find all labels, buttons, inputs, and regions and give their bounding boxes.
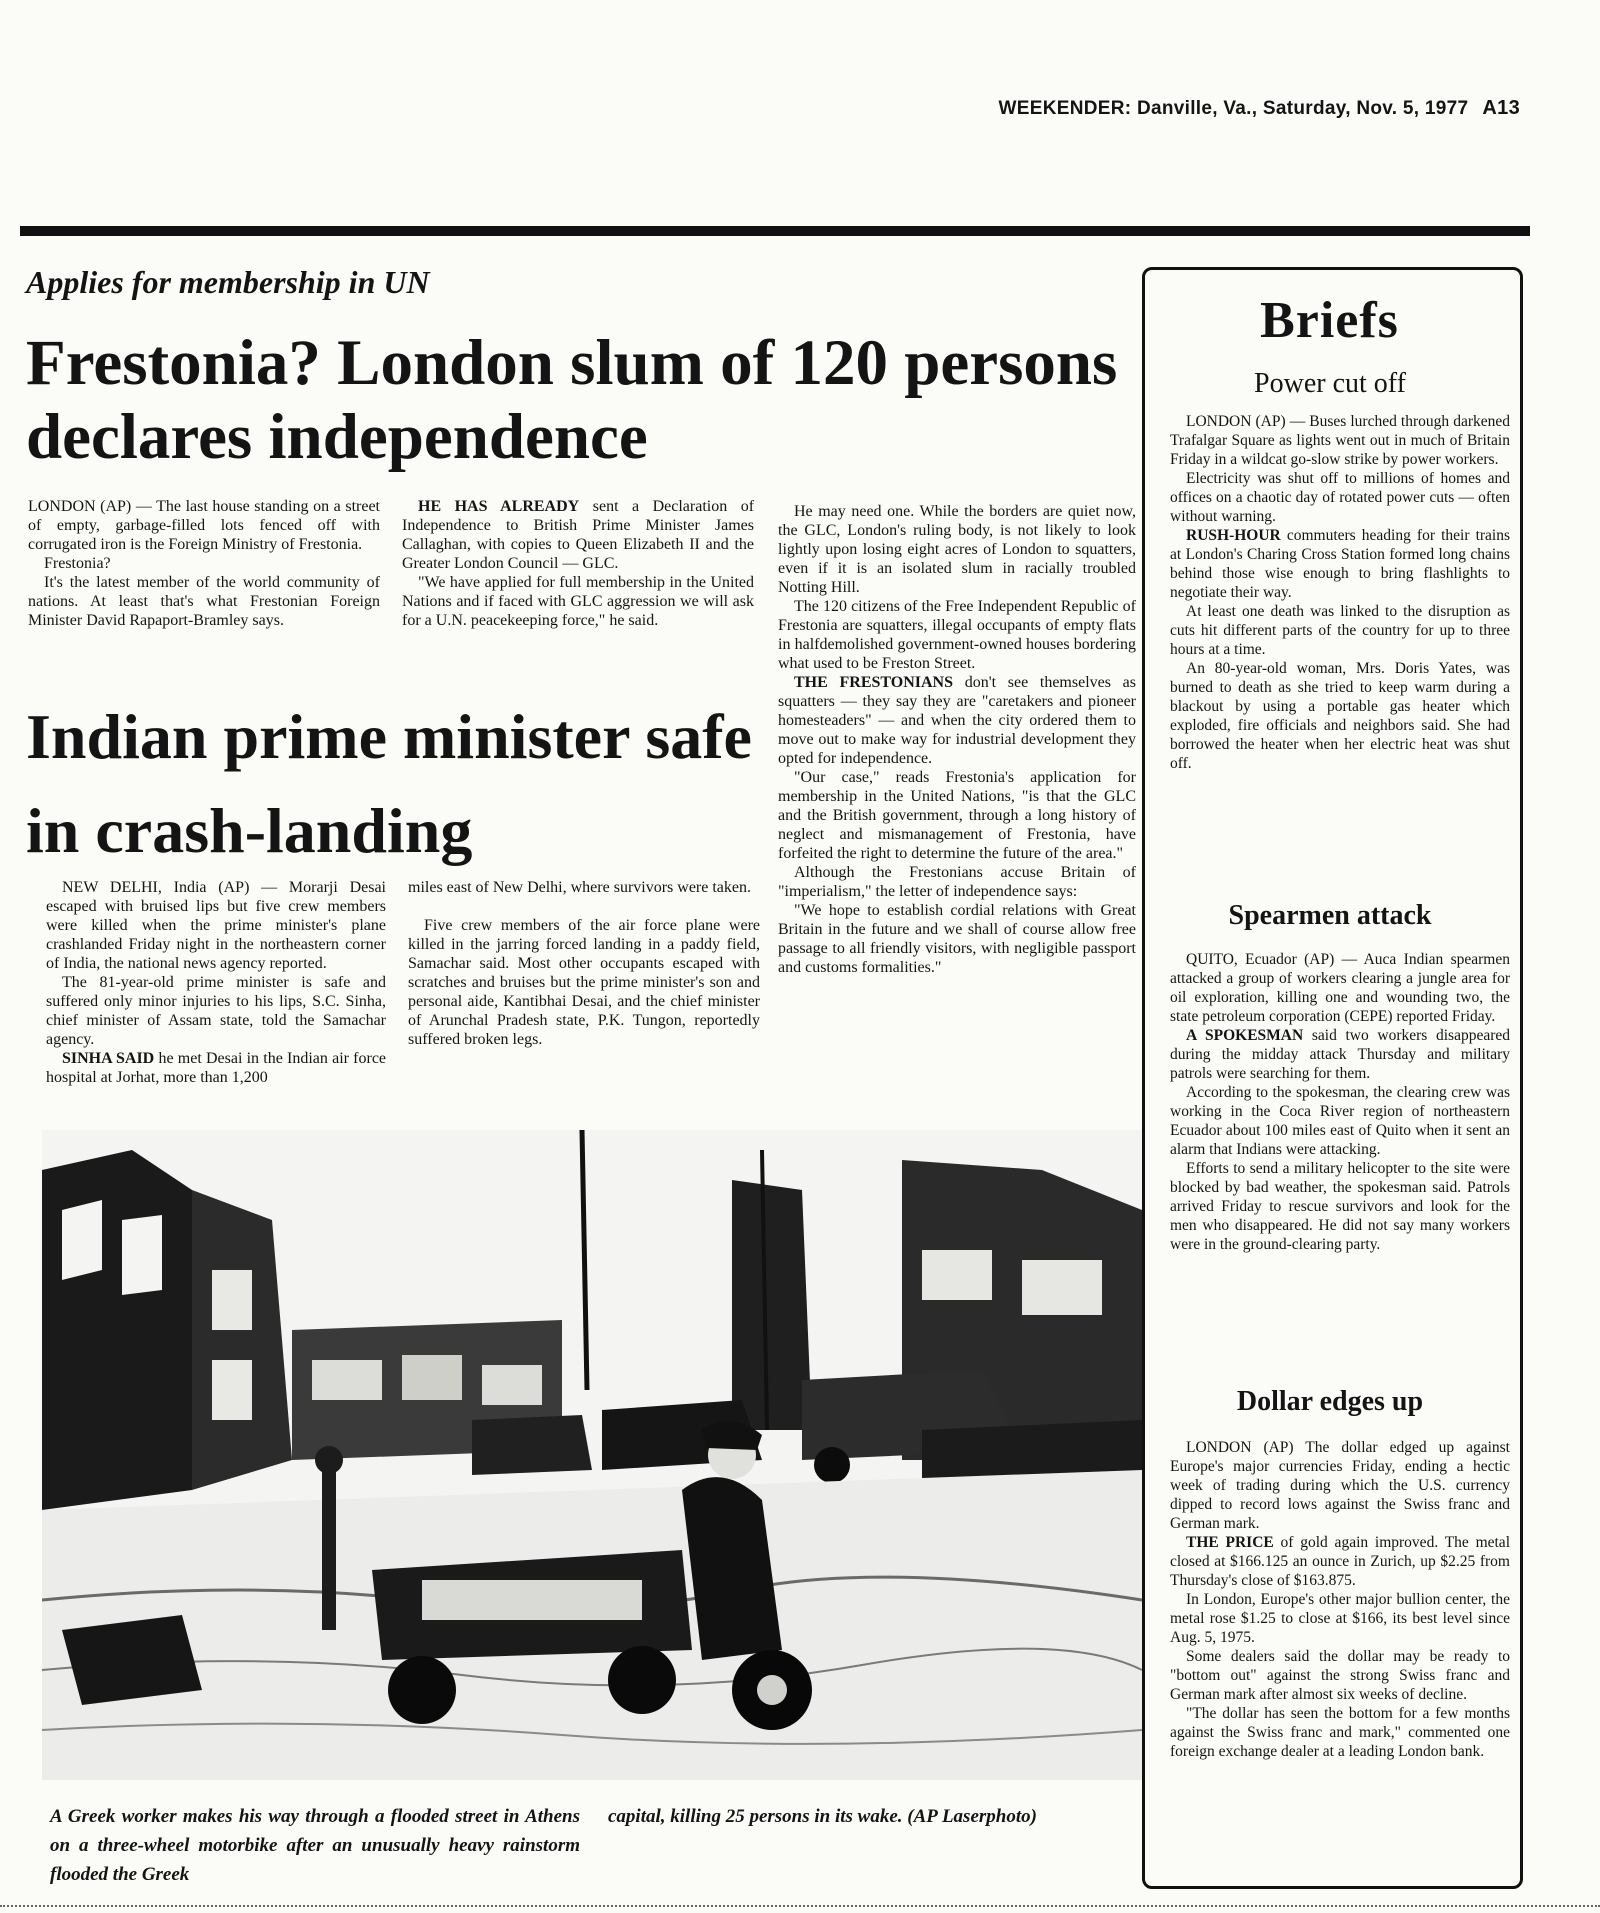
paragraph: In London, Europe's other major bullion center, the metal rose $1.25 to close at $166, its best level since Aug. 5, 1975. [1170,1591,1510,1646]
paragraph: LONDON (AP) — Buses lurched through darkened Trafalgar Square as lights went out in much of Britain Friday in a wildcat go-slow strike by power workers. [1170,413,1510,468]
masthead [940,97,1520,120]
paragraph: Five crew members of the air force plane were killed in the jarring forced landing in a paddy field, Samachar said. Most other occupants escaped with scratches and bruises but the prime minister's son and personal aide, Kantibhai Desai, and the chief minister of Arunchal Pradesh state, P.K. Tungon, reportedly suffered broken legs. [408,917,760,1048]
story2-headline: Indian prime minister safe in crash-landing [26,701,752,866]
paragraph: It's the latest member of the world community of nations. At least that's what Frestonian Foreign Minister David Rapaport-Bramley says. [28,574,380,629]
paragraph: Electricity was shut off to millions of homes and offices on a chaotic day of rotated power cuts — often without warning. [1170,470,1510,525]
paragraph: commuters heading for their trains at London's Charing Cross Station formed long chains behind those wise enough to bring flashlights to negotiate their way. [1170,527,1511,601]
paragraph: He may need one. While the borders are quiet now, the GLC, London's ruling body, is not likely to look lightly upon losing eight acres of London to squatters, even if it is an isolated slum in racially troubled Notting Hill. [778,503,1136,596]
paragraph: The 81-year-old prime minister is safe and suffered only minor injuries to his lips, S.C. Sinha, chief minister of Assam state, told the Samachar agency. [46,974,386,1048]
story1-column-3 [778,502,1136,977]
paragraph: An 80-year-old woman, Mrs. Doris Yates, was burned to death as she tried to keep warm during a blackout by using a portable gas heater which exploded, fire officials and neighbors said. She had borrowed the heater when her electric heat was shut off. [1170,660,1510,772]
brief-1-title: Power cut off [1254,368,1406,399]
paragraph: "We have applied for full membership in the United Nations and if faced with GLC aggression we will ask for a U.N. peacekeeping force," he said. [402,574,754,629]
paragraph: sent a Declaration of Independence to British Prime Minister James Callaghan, with copies to Queen Elizabeth II and the Greater London Council — GLC. [402,498,755,572]
story1-headline: Frestonia? London slum of 120 persons declares independence [26,327,1118,473]
briefs-title: Briefs [1260,292,1399,349]
lead-in: SINHA SAID [62,1050,155,1067]
paragraph: According to the spokesman, the clearing crew was working in the Coca River region of northeastern Ecuador about 100 miles east of Quito when it sent an alarm that Indians were attacking. [1170,1084,1510,1158]
masthead-text: WEEKENDER: Danville, Va., Saturday, Nov. 5, 1977 [998,98,1469,119]
lead-in: HE HAS ALREADY [418,498,580,515]
bottom-dotted-rule [0,1905,1600,1907]
lead-in: A SPOKESMAN [1186,1027,1304,1044]
brief-2-body [1170,950,1510,1254]
paragraph: miles east of New Delhi, where survivors were taken. [408,879,751,896]
photo-caption-right: capital, killing 25 persons in its wake. (AP Laserphoto) [608,1806,1037,1827]
paragraph: "Our case," reads Frestonia's application for membership in the United Nations, "is that the GLC and the British government, through a long history of neglect and mismanagement of Frestonia, have forfeited the right to determine the future of the area." [778,769,1136,862]
paragraph: Frestonia? [44,555,111,572]
lead-in: THE PRICE [1186,1534,1274,1551]
brief-3-title: Dollar edges up [1236,1386,1424,1417]
brief-3-body [1170,1438,1510,1761]
brief-2-title: Spearmen attack [1228,900,1432,931]
paragraph: LONDON (AP) The dollar edged up against Europe's major currencies Friday, ending a hectic week of trading during which the U.S. currency dipped to record lows against the Swiss franc and German mark. [1170,1439,1510,1532]
photo-caption-left: A Greek worker makes his way through a flooded street in Athens on a three-wheel motorbike after an unusually heavy rainstorm flooded the Greek [50,1806,580,1885]
story1-column-1 [28,497,380,630]
top-rule [20,226,1530,236]
lead-in: THE FRESTONIANS [794,674,954,691]
paragraph: At least one death was linked to the disruption as cuts hit different parts of the country for up to three hours at a time. [1170,603,1510,658]
paragraph: he met Desai in the Indian air force hospital at Jorhat, more than 1,200 [46,1050,387,1086]
paragraph: NEW DELHI, India (AP) — Morarji Desai escaped with bruised lips but five crew members were killed when the prime minister's plane crashlanded Friday night in the northeastern corner of India, the national news agency reported. [46,879,386,972]
story1-kicker: Applies for membership in UN [26,264,430,300]
paragraph: "We hope to establish cordial relations with Great Britain in the future and we shall of course allow free passage to all friendly visitors, with negligible passport and customs formalities." [778,902,1136,976]
page-number: A13 [1482,97,1520,119]
paragraph: LONDON (AP) — The last house standing on a street of empty, garbage-filled lots fenced off with corrugated iron is the Foreign Ministry of Frestonia. [28,498,380,553]
paragraph: Efforts to send a military helicopter to the site were blocked by bad weather, the spokesman said. Patrols arrived Friday to rescue survivors and look for the men who disappeared. He did not say many workers were in the ground-clearing party. [1170,1160,1510,1253]
paragraph: The 120 citizens of the Free Independent Republic of Frestonia are squatters, illegal occupants of empty flats in halfdemolished government-owned houses bordering what used to be Freston Street. [778,598,1136,672]
story1-column-2 [402,497,754,630]
brief-1-body [1170,412,1510,773]
lead-in: RUSH-HOUR [1186,527,1281,544]
paragraph: don't see themselves as squatters — they say they are "caretakers and pioneer homesteaders" — and when the city ordered them to move out to make way for industrial development they opted for independence. [778,674,1136,767]
paragraph: Although the Frestonians accuse Britain of "imperialism," the letter of independence says: [778,864,1136,900]
paragraph: QUITO, Ecuador (AP) — Auca Indian spearmen attacked a group of workers clearing a jungle area for oil exploration, killing one and wounding two, the state petroleum corporation (CEPE) reported Friday. [1170,951,1510,1025]
story2-column-1 [46,878,386,1087]
paragraph: said two workers disappeared during the midday attack Thursday and military patrols were searching for them. [1170,1027,1511,1082]
paragraph: of gold again improved. The metal closed at $166.125 an ounce in Zurich, up $2.25 from Thursday's close of $163.875. [1170,1534,1510,1589]
flood-photo [42,1130,1142,1780]
story2-column-2 [408,878,760,1049]
paragraph: Some dealers said the dollar may be ready to "bottom out" against the strong Swiss franc and German mark after almost six weeks of decline. [1170,1648,1510,1703]
paragraph: "The dollar has seen the bottom for a few months against the Swiss franc and mark," commented one foreign exchange dealer at a leading London bank. [1170,1705,1510,1760]
